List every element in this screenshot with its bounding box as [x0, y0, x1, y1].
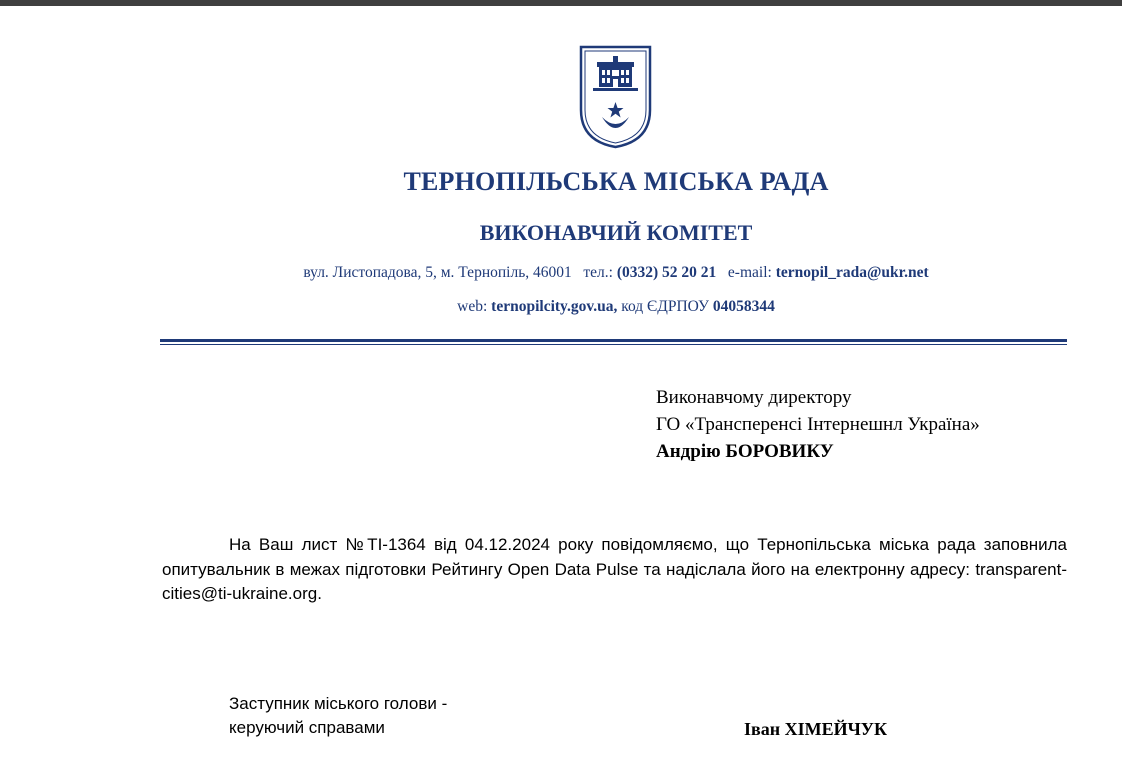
- header-divider-thin: [160, 344, 1067, 345]
- edrpou-label: код ЄДРПОУ: [621, 298, 709, 315]
- website: ternopilcity.gov.ua,: [491, 298, 618, 315]
- phone-label: тел.:: [583, 264, 613, 281]
- contact-line-2: [0, 298, 1122, 316]
- contact-line-1: [0, 264, 1122, 282]
- address: вул. Листопадова, 5, м. Тернопіль, 46001: [303, 264, 572, 281]
- addressee-name: Андрію БОРОВИКУ: [656, 441, 834, 462]
- signatory-position-line-1: Заступник міського голови -: [229, 694, 448, 713]
- org-name: ТЕРНОПІЛЬСЬКА МІСЬКА РАДА: [403, 167, 829, 196]
- edrpou-code: 04058344: [712, 298, 775, 315]
- signatory-name: Іван ХІМЕЙЧУК: [744, 719, 888, 739]
- letter-body: На Ваш лист №ТІ-1364 від 04.12.2024 року повідомляємо, що Тернопільська міська рада заповнила опитувальник в межах підготовки Рейтингу Open Data Pulse та надіслала його на електронну адресу: transparent-cities@ti-ukraine.org.: [162, 535, 1067, 603]
- addressee-position: Виконавчому директору: [656, 387, 852, 408]
- web-label: web:: [457, 298, 488, 315]
- addressee-organization: ГО «Трансперенсі Інтернешнл Україна»: [656, 414, 980, 435]
- signatory-position-line-2: керуючий справами: [229, 718, 385, 737]
- header-divider: [160, 339, 1067, 342]
- signatory-position: [229, 692, 447, 740]
- org-unit: ВИКОНАВЧИЙ КОМІТЕТ: [479, 220, 753, 245]
- email-label: e-mail:: [727, 264, 772, 281]
- ternopil-coat-of-arms-icon: [578, 44, 653, 149]
- top-border: [0, 0, 1122, 6]
- phone: (0332) 52 20 21: [616, 264, 717, 281]
- addressee-block: [656, 384, 980, 465]
- email: ternopil_rada@ukr.net: [775, 264, 929, 281]
